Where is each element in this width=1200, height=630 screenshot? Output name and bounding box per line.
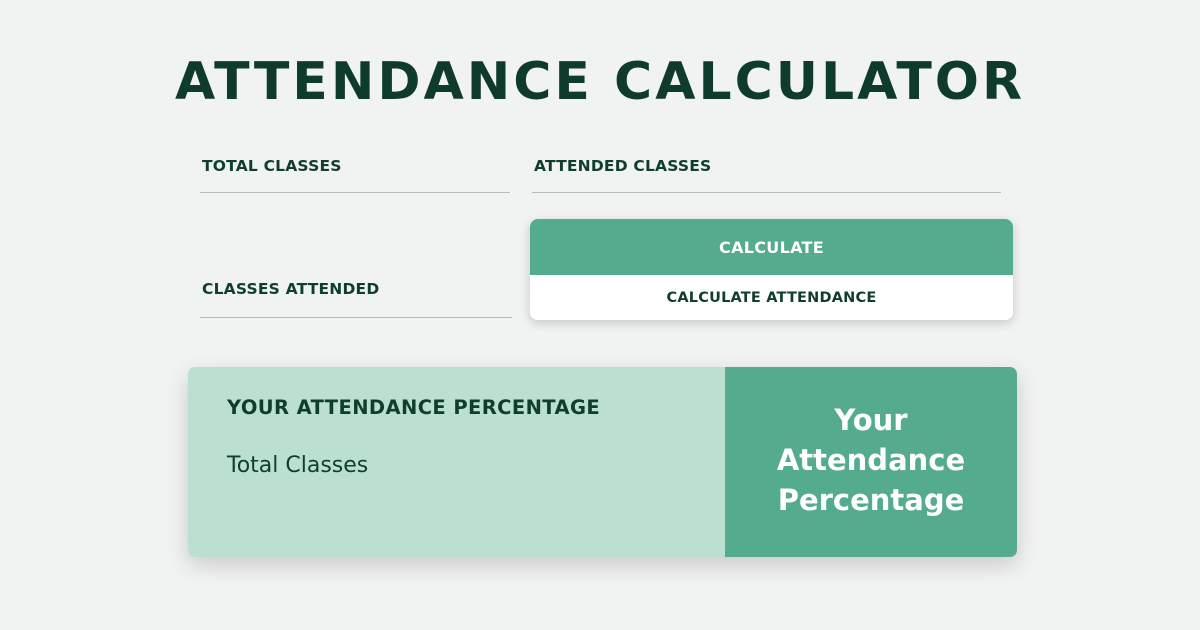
calculate-button[interactable]: CALCULATE [530,219,1013,275]
result-subtext: Total Classes [227,453,369,478]
result-value-panel [725,367,1017,557]
classes-attended-field[interactable] [200,272,512,318]
total-classes-input[interactable] [200,170,510,192]
attended-classes-field[interactable] [532,150,1001,193]
calculate-attendance-button[interactable]: CALCULATE ATTENDANCE [530,275,1013,320]
classes-attended-input[interactable] [200,295,512,317]
attended-classes-input[interactable] [532,170,1001,192]
result-details-panel [188,367,725,557]
classes-attended-label: CLASSES ATTENDED [202,280,380,298]
attendance-percentage-value: Your Attendance Percentage [776,403,966,517]
result-heading: YOUR ATTENDANCE PERCENTAGE [227,396,601,419]
total-classes-label: TOTAL CLASSES [202,157,342,175]
page-title: ATTENDANCE CALCULATOR [174,52,1026,112]
total-classes-field[interactable] [200,150,510,193]
result-card [188,367,1017,557]
attended-classes-label: ATTENDED CLASSES [534,157,712,175]
calculate-card [530,219,1013,320]
